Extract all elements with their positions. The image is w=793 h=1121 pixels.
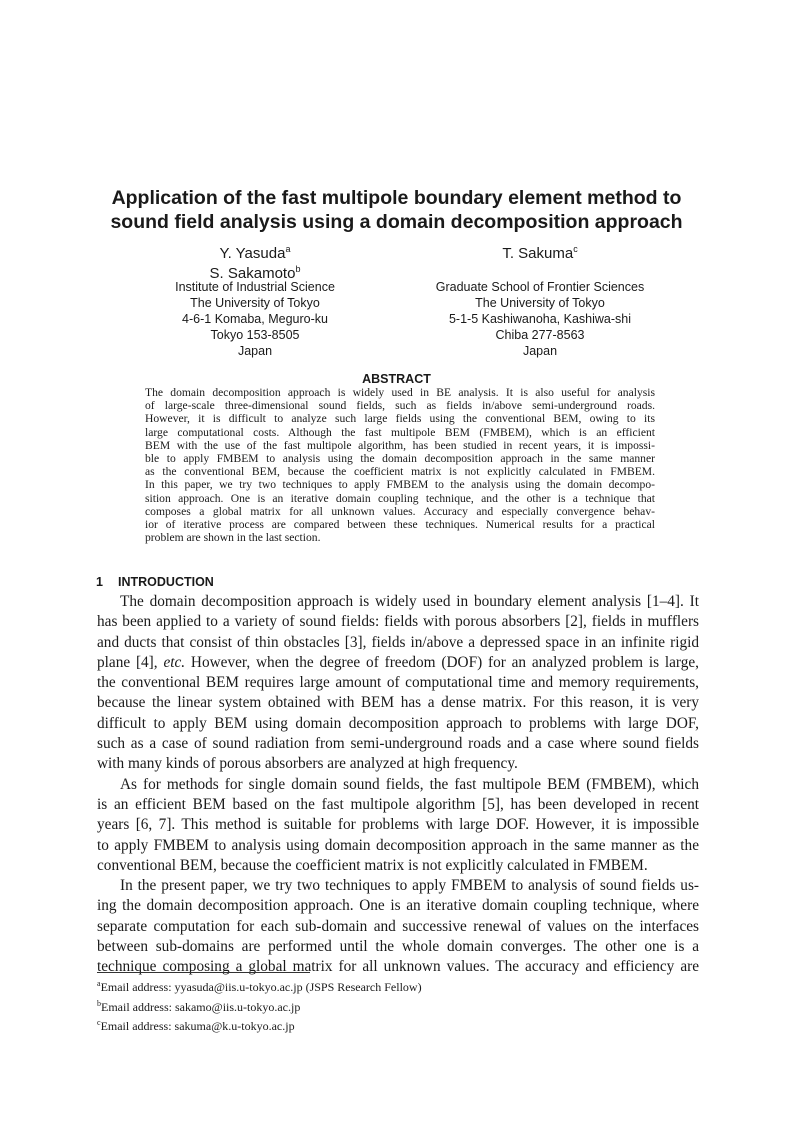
footnote-mark: b xyxy=(97,998,101,1008)
footnote-a xyxy=(97,976,422,996)
body-line: separate computation for each sub-domain and successive renewal of values on the interfaces xyxy=(97,917,699,935)
body-line: technique composing a global matrix for all unknown values. The accuracy and efficiency are xyxy=(97,958,699,976)
affiliation-line: Graduate School of Frontier Sciences xyxy=(435,280,645,294)
paper-title xyxy=(60,186,733,234)
body-line: years [6, 7]. This method is suitable for problems with large DOF. However, it is impossible xyxy=(97,816,699,834)
author-mark: b xyxy=(295,264,301,274)
abstract-line: The domain decomposition approach is widely used in BE analysis. It is also useful for analysis xyxy=(145,386,655,399)
body-line: As for methods for single domain sound fields, the fast multipole BEM (FMBEM), which xyxy=(120,775,699,793)
body-line: difficult to apply BEM using domain decomposition approach to problems with large DOF, xyxy=(97,714,699,732)
footnotes xyxy=(97,976,422,1035)
abstract-line: as the conventional BEM, because the coefficient matrix is not explicitly calculated in FMBEM. xyxy=(145,465,655,479)
body-line: In the present paper, we try two techniques to apply FMBEM to analysis of sound fields us- xyxy=(120,877,699,895)
body-line: has been applied to a variety of sound fields: fields with porous absorbers [2], fields in mufflers xyxy=(97,613,699,631)
affiliation-right xyxy=(410,279,670,359)
abstract-line: In this paper, we try two techniques to apply FMBEM to the analysis using the domain decompo- xyxy=(145,478,655,492)
abstract-line: composes a global matrix for all unknown values. Accuracy and especially convergence behav- xyxy=(145,504,655,518)
author-name: Y. Yasuda xyxy=(219,245,286,262)
footnote-rule xyxy=(97,972,310,973)
footnote-text: Email address: sakamo@iis.u-tokyo.ac.jp xyxy=(101,999,301,1014)
body-line: the conventional BEM requires large amount of computational time and memory requirements, xyxy=(97,674,699,692)
footnote-mark: a xyxy=(97,979,101,988)
abstract-line: of large-scale three-dimensional sound fields, such as fields in/above semi-underground roads. xyxy=(145,399,655,413)
affiliation-left xyxy=(135,279,375,359)
author-name: S. Sakamoto xyxy=(209,265,296,282)
abstract-line: large computational costs. Although the fast multipole BEM (FMBEM), which is an efficient xyxy=(145,425,655,439)
author-name: T. Sakuma xyxy=(502,245,574,262)
affiliation-line: 5-1-5 Kashiwanoha, Kashiwa-shi xyxy=(448,312,632,326)
title-line: Application of the fast multipole boundary element method to xyxy=(111,187,682,209)
footnote-mark: c xyxy=(97,1018,101,1027)
footnote-text: Email address: yyasuda@iis.u-tokyo.ac.jp (JSPS Research Fellow) xyxy=(100,980,422,994)
body-line: between sub-domains are performed until the whole domain converges. The other one is a xyxy=(97,938,699,956)
abstract-line: ble to apply FMBEM to analysis using the domain decomposition approach in the same manner xyxy=(145,452,655,466)
affiliation-line: Institute of Industrial Science xyxy=(175,280,335,294)
title-line: sound field analysis using a domain decomposition approach xyxy=(110,211,683,233)
affiliation-line: Japan xyxy=(237,344,273,358)
body-line: such as a case of sound radiation from semi-underground roads and a case where sound fields xyxy=(97,735,699,753)
author-mark: a xyxy=(285,244,291,254)
abstract-heading: ABSTRACT xyxy=(362,372,431,386)
body-line: is an efficient BEM based on the fast multipole algorithm [5], has been developed in recent xyxy=(97,795,699,813)
body-line: because the linear system obtained with BEM has a dense matrix. For this reason, it is very xyxy=(97,694,699,712)
abstract-body xyxy=(145,386,655,544)
body-line: with many kinds of porous absorbers are analyzed at high frequency. xyxy=(97,755,518,773)
section-title: INTRODUCTION xyxy=(118,575,214,589)
body-line: and ducts that consist of thin obstacles [3], fields in/above a depressed space in an infinite rigid xyxy=(97,633,699,651)
affiliation-line: Chiba 277-8563 xyxy=(495,328,585,342)
footnote-text: Email address: sakuma@k.u-tokyo.ac.jp xyxy=(100,1019,295,1033)
section-heading xyxy=(96,575,214,589)
affiliation-line: Japan xyxy=(522,344,558,358)
affiliation-line: The University of Tokyo xyxy=(190,296,320,310)
author-sakuma xyxy=(440,240,640,263)
emphasis: etc. xyxy=(163,653,186,671)
section-number: 1 xyxy=(96,575,103,589)
author-mark: c xyxy=(573,244,578,254)
body-line: to apply FMBEM to analysis using domain decomposition approach in the same manner as the xyxy=(97,836,699,854)
affiliation-line: 4-6-1 Komaba, Meguro-ku xyxy=(182,312,328,326)
body-text xyxy=(97,592,699,978)
abstract-line: problem are shown in the last section. xyxy=(145,531,321,545)
footnote-b xyxy=(97,996,422,1016)
abstract-line: However, it is difficult to analyze such large fields using the conventional BEM, owing to its xyxy=(145,412,655,426)
affiliation-line: The University of Tokyo xyxy=(475,296,605,310)
footnote-c xyxy=(97,1015,422,1035)
abstract-line: BEM with the use of the fast multipole algorithm, has been studied in recent years, it is impossi- xyxy=(145,438,655,452)
affiliation-line: Tokyo 153-8505 xyxy=(210,328,300,342)
abstract-line: ior of iterative process are compared between these techniques. Numerical results for a practical xyxy=(145,518,655,532)
body-line: The domain decomposition approach is widely used in boundary element analysis [1–4]. It xyxy=(120,593,699,610)
abstract-line: sition approach. One is an iterative domain coupling technique, and the other is a technique that xyxy=(145,491,655,505)
body-line: conventional BEM, because the coefficient matrix is not explicitly calculated in FMBEM. xyxy=(97,856,648,874)
body-line: plane [4], etc. However, when the degree of freedom (DOF) for an analyzed problem is large, xyxy=(97,653,700,671)
body-line: ing the domain decomposition approach. One is an iterative domain coupling technique, where xyxy=(97,897,699,915)
